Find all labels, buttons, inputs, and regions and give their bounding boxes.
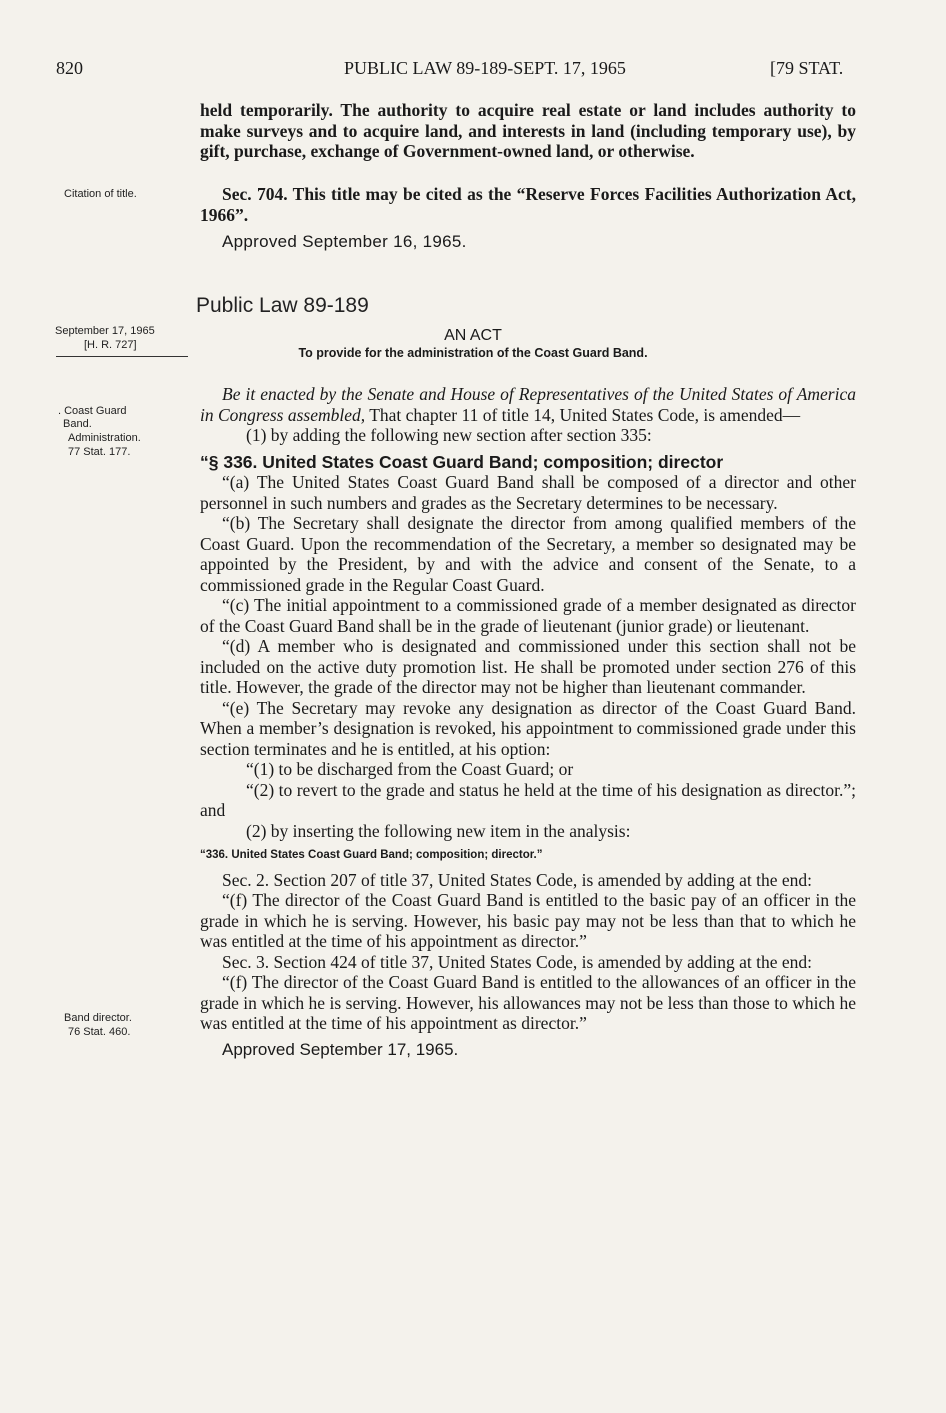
paragraph-e-2: “(2) to revert to the grade and status he held at the time of his designation as director.”; and xyxy=(200,779,856,820)
analysis-item: “336. United States Coast Guard Band; composition; director.” xyxy=(200,849,543,861)
item-1: (1) by adding the following new section after section 335: xyxy=(246,425,652,445)
item-2: (2) by inserting the following new item in the analysis: xyxy=(246,820,631,841)
paragraph-c: “(c) The initial appointment to a commissioned grade of a member designated as director of the Coast Guard Band shall be in the grade of lieutenant (junior grade) or lieutenant. xyxy=(200,595,856,636)
act-heading: AN ACT xyxy=(444,327,502,344)
public-law-title: Public Law 89-189 xyxy=(196,294,369,317)
approved-date-first: Approved September 16, 1965. xyxy=(222,232,467,251)
paragraph-e: “(e) The Secretary may revoke any designation as director of the Coast Guard Band. When a member’s designation is revoked, his appointment to commissioned grade under this section terminates and he is entitled, at his option: xyxy=(200,697,856,759)
margin-note-band: Band. xyxy=(63,418,92,430)
margin-note-administration: Administration. xyxy=(68,432,141,444)
section-2-f: “(f) The director of the Coast Guard Band is entitled to the basic pay of an officer in the grade in which he is serving. However, his basic pay may not be less than that to which he was entitled at the time of his appointment as director.” xyxy=(200,890,856,951)
page-number: 820 xyxy=(56,58,83,78)
paragraph-b: “(b) The Secretary shall designate the director from among qualified members of the Coast Guard. Upon the recommendation of the Secretary, a member so designated may be appointed by the President, by and with the advice and consent of the Senate, to a commissioned grade in the Regular Coast Guard. xyxy=(200,513,856,595)
section-336-heading: “§ 336. United States Coast Guard Band; composition; director xyxy=(200,451,724,472)
margin-note-stat-177: 77 Stat. 177. xyxy=(68,446,131,458)
enacting-rest: That chapter 11 of title 14, United States Code, is amended— xyxy=(369,404,801,425)
act-subtitle: To provide for the administration of the Coast Guard Band. xyxy=(298,346,648,360)
margin-note-band-director: Band director. xyxy=(64,1012,132,1024)
approved-date-second: Approved September 17, 1965. xyxy=(222,1039,459,1059)
carryover-paragraph: held temporarily. The authority to acquire real estate or land includes authority to make surveys and to acquire land, and interests in land (including temporary use), by gift, purchase, exchange of Government-owned land, or otherwise. xyxy=(200,100,856,161)
margin-note-bill: [H. R. 727] xyxy=(84,339,137,351)
section-704-text: This title may be cited as the “Reserve Forces Facilities Authorization Act, 1966”. xyxy=(200,184,856,225)
main-body xyxy=(200,384,856,1060)
margin-note-citation: Citation of title. xyxy=(64,188,137,200)
enacting-italic: Be it enacted by the Senate and House of Representatives of the United States of America in Congress assembled, xyxy=(200,384,856,425)
volume-label: [79 STAT. xyxy=(770,58,844,78)
margin-note-date: September 17, 1965 xyxy=(55,325,155,337)
paragraph-e-1: “(1) to be discharged from the Coast Guard; or xyxy=(246,759,574,779)
section-704 xyxy=(200,184,856,225)
section-2: Sec. 2. Section 207 of title 37, United States Code, is amended by adding at the end: xyxy=(222,869,813,890)
paragraph-d: “(d) A member who is designated and commissioned under this section shall not be included on the active duty promotion list. He shall be promoted under section 276 of this title. However, the grade of the director may not be higher than lieutenant commander. xyxy=(200,636,856,697)
section-3-f: “(f) The director of the Coast Guard Band is entitled to the allowances of an officer in the grade in which he is serving. However, his allowances may not be less than those to which he was entitled at the time of his appointment as director.” xyxy=(200,972,856,1033)
running-title: PUBLIC LAW 89-189-SEPT. 17, 1965 xyxy=(344,58,626,78)
section-704-label: Sec. 704. xyxy=(222,184,288,204)
enacting-clause xyxy=(200,384,856,425)
section-3: Sec. 3. Section 424 of title 37, United States Code, is amended by adding at the end: xyxy=(222,951,813,972)
margin-note-stat-460: 76 Stat. 460. xyxy=(68,1026,131,1038)
paragraph-a: “(a) The United States Coast Guard Band shall be composed of a director and other personnel in such numbers and grades as the Secretary determines to be necessary. xyxy=(200,472,856,513)
margin-note-coast-guard: . Coast Guard xyxy=(58,405,127,417)
